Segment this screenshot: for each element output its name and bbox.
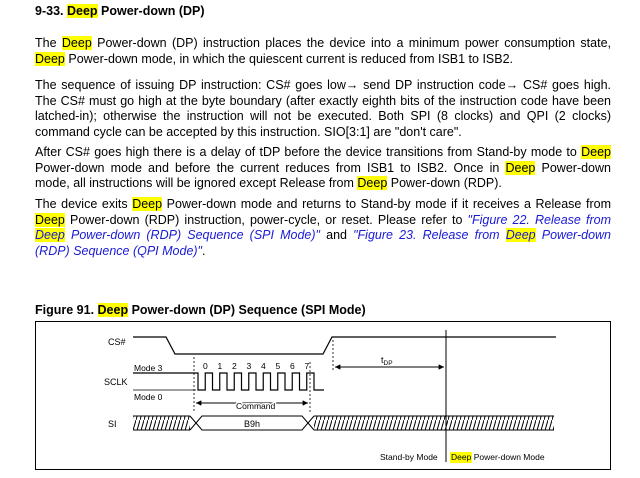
clock-numbers bbox=[203, 361, 310, 371]
figure-22-link[interactable]: "Figure 22. Release from Deep Power-down (RDP) Sequence (SPI Mode)" bbox=[35, 212, 611, 243]
deep-power-down-mode-label: Deep Power-down Mode bbox=[451, 452, 545, 462]
si-dontcare-left bbox=[133, 416, 190, 430]
cs-label: CS# bbox=[108, 337, 126, 347]
section-heading bbox=[35, 4, 205, 18]
clock-number: 4 bbox=[261, 361, 266, 371]
clock-number: 1 bbox=[217, 361, 223, 371]
highlight-deep: Deep bbox=[505, 228, 536, 243]
highlight-deep: Deep bbox=[132, 197, 163, 211]
highlight-deep: Deep bbox=[97, 303, 129, 317]
standby-mode-label: Stand-by Mode bbox=[380, 452, 438, 462]
clock-number: 6 bbox=[290, 361, 295, 371]
timing-diagram-box bbox=[35, 321, 611, 470]
figure-caption: Figure 91. Deep Power-down (DP) Sequence (SPI Mode) bbox=[35, 303, 366, 317]
paragraph-1: The Deep Power-down (DP) instruction places the device into a minimum power consumption state, Deep Power-down mode, in which the quiescent current is reduced from ISB1 to ISB2. bbox=[35, 36, 611, 66]
highlight-deep: Deep bbox=[61, 36, 92, 50]
paragraph-3: After CS# goes high there is a delay of tDP before the device transitions from Stand-by mode to Deep Power-down mode and before the current reduces from ISB1 to ISB2. Once in Deep Power-down mode, all instructions will be ignored except Release from Deep Power-down (RDP). bbox=[35, 145, 611, 191]
clock-number: 3 bbox=[246, 361, 252, 371]
tdp-label: $t_{DP}$ bbox=[381, 355, 393, 367]
si-label: SI bbox=[108, 419, 117, 429]
cs-waveform bbox=[133, 337, 556, 354]
section-title: Power-down (DP) bbox=[97, 4, 205, 18]
clock-number: 2 bbox=[232, 361, 237, 371]
clock-number: 7 bbox=[304, 361, 310, 371]
mode0-label: Mode 0 bbox=[134, 392, 163, 402]
command-label: Command bbox=[236, 401, 276, 411]
highlight-deep: Deep bbox=[35, 228, 65, 243]
highlight-deep: Deep bbox=[66, 4, 98, 18]
paragraph-2: The sequence of issuing DP instruction: CS# goes low→ send DP instruction code→ CS# goes high. The CS# must go high at the byte boundary (after exactly eighth bits of the instruction code have been latched-in); otherwise the instruction will not be executed. Both SPI (8 clocks) and QPI (2 clocks) command cycle can be accepted by this instruction. SIO[3:1] are "don't care". bbox=[35, 78, 611, 139]
highlight-deep: Deep bbox=[35, 212, 65, 227]
figure-23-link[interactable]: "Figure 23. Release from Deep Power-down (RDP) Sequence (QPI Mode)" bbox=[35, 228, 612, 258]
highlight-deep: Deep bbox=[505, 160, 536, 175]
timing-diagram bbox=[36, 322, 609, 468]
si-data-label: B9h bbox=[244, 419, 261, 429]
highlight-deep: Deep bbox=[35, 51, 65, 66]
section-number: 9-33. bbox=[35, 4, 64, 18]
mode3-label: Mode 3 bbox=[134, 363, 163, 373]
sclk-label: SCLK bbox=[104, 377, 128, 387]
sclk-waveform bbox=[133, 373, 324, 390]
si-dontcare-right bbox=[314, 416, 554, 430]
clock-number: 0 bbox=[203, 361, 208, 371]
paragraph-4: The device exits Deep Power-down mode and returns to Stand-by mode if it receives a Release from Deep Power-down (RDP) instruction, power-cycle, or reset. Please refer to "Figure 22. Release from Deep Power-down (RDP) Sequence (SPI Mode)" and "Figure 23. Release from Deep Power-down (RDP) Sequence (QPI Mode)". bbox=[35, 197, 612, 258]
clock-number: 5 bbox=[275, 361, 281, 371]
highlight-deep: Deep bbox=[357, 176, 388, 191]
highlight-deep: Deep bbox=[581, 145, 611, 159]
